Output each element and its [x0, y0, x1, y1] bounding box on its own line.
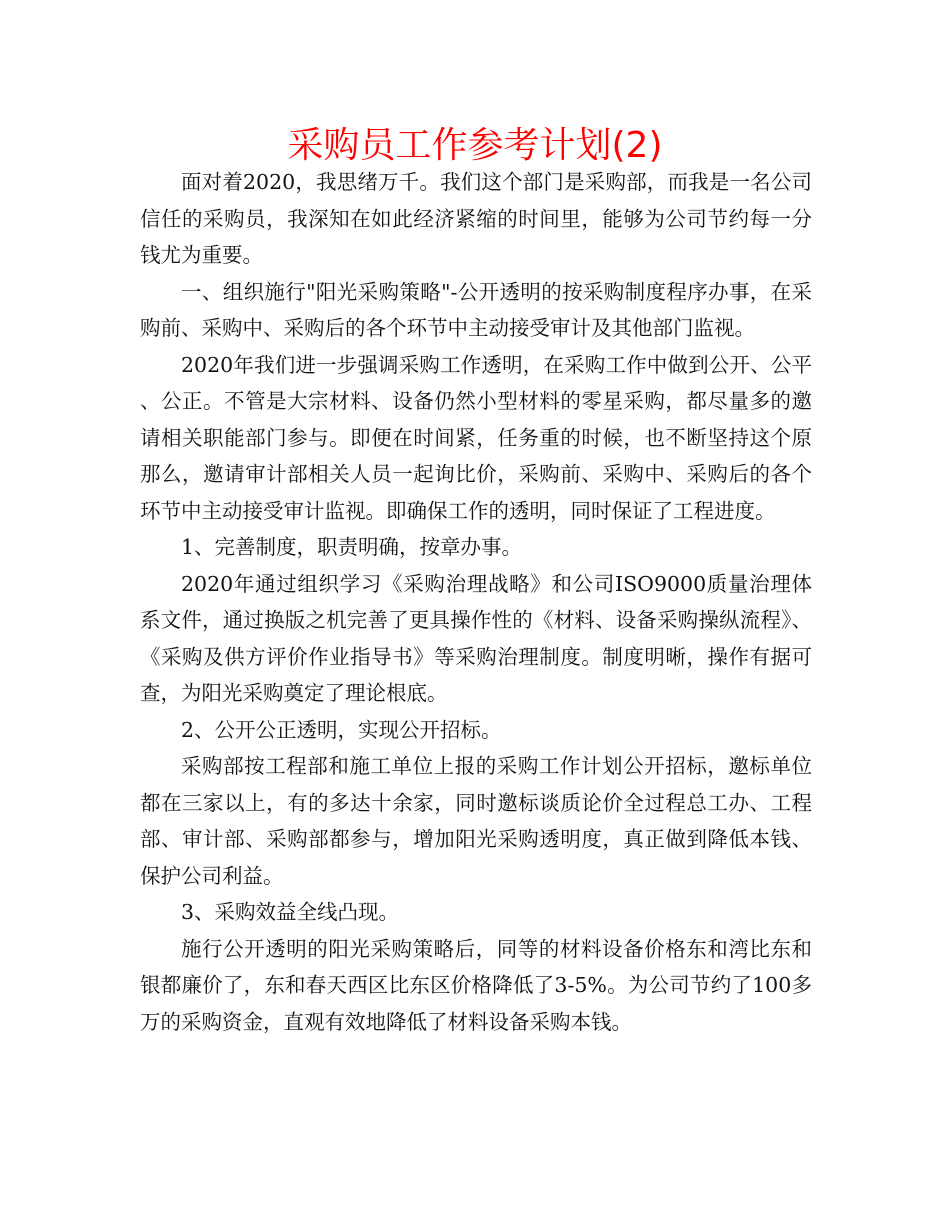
paragraph-section-one: 一、组织施行"阳光采购策略"-公开透明的按采购制度程序办事，在采购前、采购中、采购后的各个环节中主动接受审计及其他部门监视。 [140, 279, 812, 340]
paragraph-bidding: 采购部按工程部和施工单位上报的采购工作计划公开招标，邀标单位都在三家以上，有的多达十余家，同时邀标谈质论价全过程总工办、工程部、审计部、采购部都参与，增加阳光采购透明度，真正做到降低本钱、保护公司利益。 [140, 754, 812, 888]
paragraph-intro: 面对着2020，我思绪万千。我们这个部门是采购部，而我是一名公司信任的采购员，我深知在如此经济紧缩的时间里，能够为公司节约每一分钱尤为重要。 [140, 170, 812, 267]
document-body [140, 164, 812, 1040]
paragraph-system: 2020年通过组织学习《采购治理战略》和公司ISO9000质量治理体系文件，通过换版之机完善了更具操作性的《材料、设备采购操纵流程》、《采购及供方评价作业指导书》等采购治理制度。制度明晰，操作有据可查，为阳光采购奠定了理论根底。 [140, 571, 812, 705]
document-title: 采购员工作参考计划(2) [287, 125, 663, 166]
paragraph-transparency: 2020年我们进一步强调采购工作透明，在采购工作中做到公开、公平、公正。不管是大宗材料、设备仍然小型材料的零星采购，都尽量多的邀请相关职能部门参与。即便在时间紧，任务重的时候，也不断坚持这个原那么，邀请审计部相关人员一起询比价，采购前、采购中、采购后的各个环节中主动接受审计监视。即确保工作的透明，同时保证了工程进度。 [140, 352, 812, 523]
paragraph-heading-2: 2、公开公正透明，实现公开招标。 [181, 717, 502, 742]
paragraph-heading-3: 3、采购效益全线凸现。 [181, 900, 400, 924]
paragraph-heading-1: 1、完善制度，职责明确，按章办事。 [181, 535, 523, 559]
paragraph-benefits: 施行公开透明的阳光采购策略后，同等的材料设备价格东和湾比东和银都廉价了，东和春天西区比东区价格降低了3-5%。为公司节约了100多万的采购资金，直观有效地降低了材料设备采购本钱。 [140, 936, 812, 1034]
